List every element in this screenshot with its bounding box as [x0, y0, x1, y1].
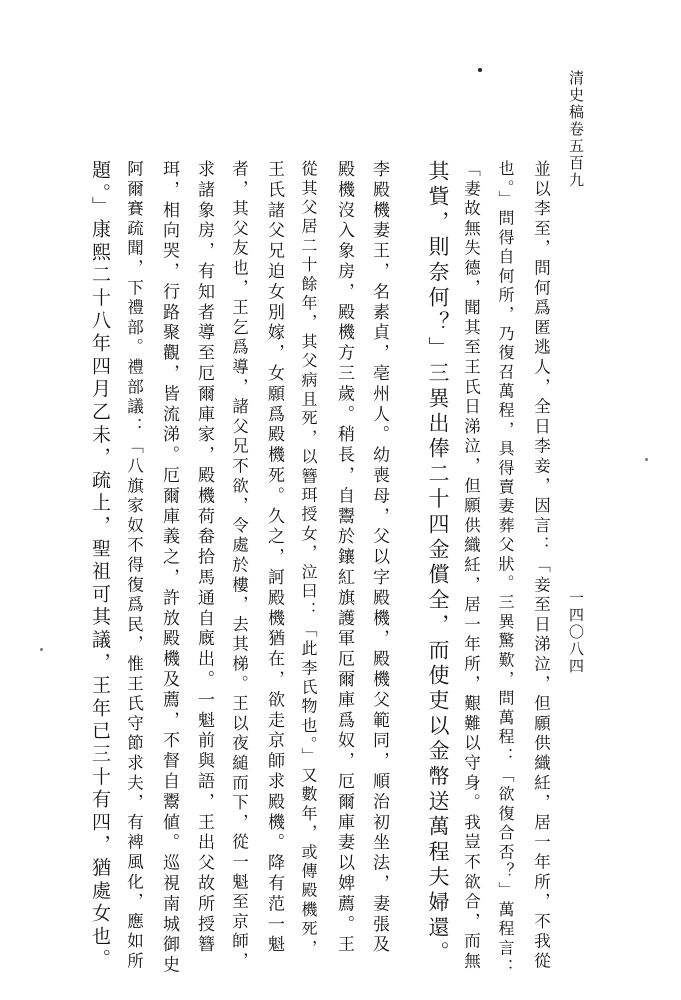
p2-line-9: 題。」康熙二十八年四月乙未，疏上，聖祖可其議，王年已三十有四，猶處女也。	[89, 160, 111, 972]
scan-speck	[478, 68, 482, 72]
p2-line-8: 阿爾賽疏聞，下禮部。禮部議：「八旗家奴不得復爲民，惟王氏守節求夫，有裨風化，應如所	[124, 160, 144, 972]
p2-line-3: 從其父居二十餘年，其父病且死，以簪珥授女，泣曰：「此李氏物也。」又數年，或傳殿機死，	[299, 160, 318, 959]
p1-line-2: 也。」問得自何所，乃復召萬程，具得賣妻葬父狀。三異驚歎，問萬程：「欲復合否？」萬程言：	[496, 160, 515, 978]
p1-line-4: 其貲，則奈何？」三異出俸二十四金償全，而使吏以金幣送萬程夫婦還。	[426, 160, 450, 967]
p2-line-5: 者，其父友也，王乞爲導，諸父兄不欲，令處於樓，去其梯。王以夜縋而下，從一魁至京師，	[229, 160, 249, 972]
p2-line-6: 求諸象房，有知者導至厄爾庫家，殿機荷畚拾馬通自廐出。一魁前與語，王出父故所授簪	[194, 160, 214, 956]
running-header-title: 清史稿卷五百九	[567, 70, 585, 189]
page-number: 一四〇八四	[567, 590, 585, 675]
p1-line-1: 並以李至，問何爲匿逃人，全日李妾，因言：「妾至日涕泣，但願供織紝，居一年所，不我從	[531, 160, 551, 972]
p2-line-1: 李殿機妻王，名素貞，亳州人。幼喪母，父以字殿機，殿機父範同，順治初坐法，妻張及	[369, 160, 389, 956]
p2-line-2: 殿機沒入象房，殿機方三歲。稍長，自鬻於鑲紅旗護軍厄爾庫爲奴，厄爾庫妻以婢薦。王	[334, 160, 354, 956]
p2-line-7: 珥，相向哭，行路聚觀，皆流涕。厄爾庫義之，許放殿機及薦，不督自鬻値。巡視南城御史	[159, 160, 179, 976]
p1-line-3: 「妻故無失德，聞其至王氏日涕泣，但願供織紝，居一年所，艱難以守身。我豈不欲合，而無	[461, 160, 481, 972]
scan-speck	[645, 458, 648, 461]
scan-speck	[40, 648, 43, 651]
p2-line-4: 王氏諸父兄迫女別嫁，女願爲殿機死。久之，訶殿機猶在，欲走京師求殿機。降有范一魁	[264, 160, 284, 956]
